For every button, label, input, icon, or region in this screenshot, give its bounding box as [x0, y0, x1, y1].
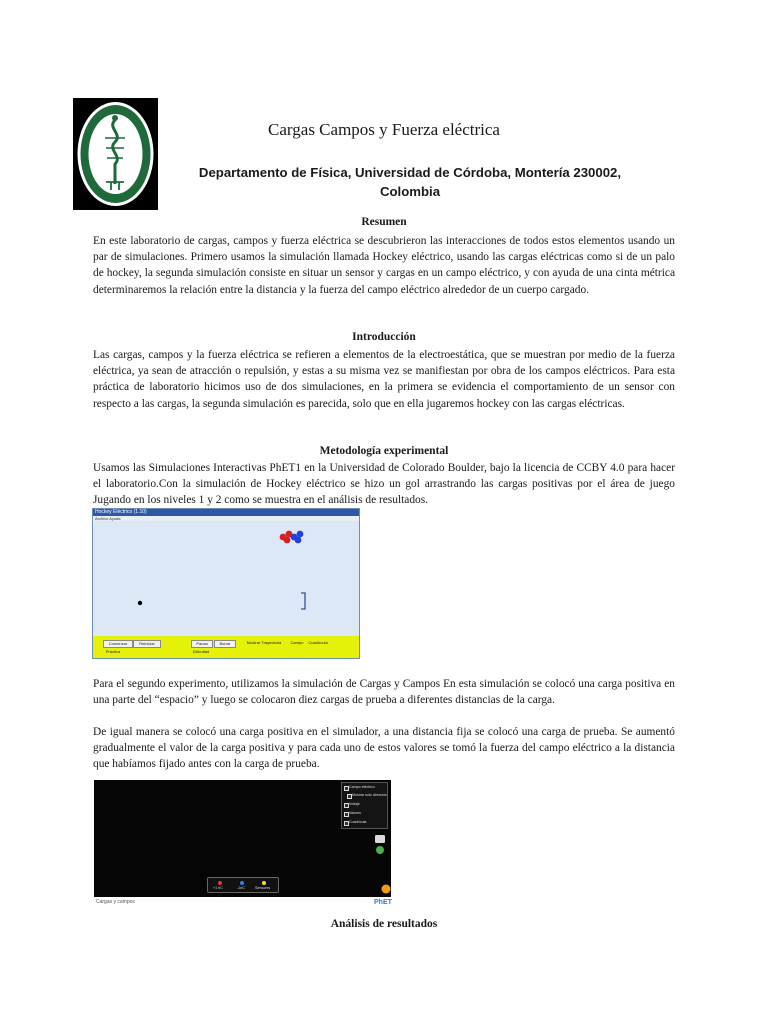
option-values[interactable]: Valores [349, 811, 361, 815]
metodologia-paragraph: Usamos las Simulaciones Interactivas PhET1 en la Universidad de Colorado Boulder, bajo la licencia de CCBY 4.0 para hacer el laboratorio.Con la simulación de Hockey eléctrico se hizo un gol arrastrando las cargas positivas por el área de juego Jugando en los niveles 1 y 2 como se muestra en el análisis de resultados. [93, 462, 675, 507]
tray-positive-label: +1 nC [213, 886, 223, 890]
pause-button[interactable]: Pausa [191, 640, 213, 648]
metodologia-heading: Metodología experimental [319, 445, 449, 457]
option-direction-only[interactable]: Mostrar solo dirección [352, 793, 388, 797]
analisis-heading: Análisis de resultados [330, 918, 438, 930]
introduccion-paragraph: Las cargas, campos y la fuerza eléctrica se refieren a elementos de la electroestática, que se muestran por medio de la fuerza eléctrica, ya sean de atracción o repulsión, y estas a su misma vez se manifiestan por obra de los campos eléctricos. Para esta práctica de laboratorio hicimos uso de dos simulaciones, en la primera se evidencia el comportamiento de un sensor con respecto a las cargas, la segunda simulación es parecida, solo que en ella jugaremos hockey con las cargas eléctricas. [93, 349, 675, 410]
phet-logo: PhET [374, 899, 392, 906]
puck-icon [138, 601, 142, 605]
university-logo [73, 98, 158, 210]
sim-menu-bar: Archivo Ayuda [93, 516, 359, 521]
affiliation-line-1: Departamento de Física, Universidad de Córdoba, Montería 230002, [198, 165, 622, 180]
grid-option[interactable]: Cuadrícula [308, 640, 328, 645]
university-seal-icon [73, 98, 158, 210]
introduccion-heading: Introducción [352, 331, 416, 343]
affiliation [150, 163, 670, 201]
trace-option[interactable]: Mostrar Trayectoria [241, 640, 287, 646]
goal-icon [301, 593, 305, 609]
experimento2-paragraph-1: Para el segundo experimento, utilizamos la simulación de Cargas y Campos En esta simulación se colocó una carga positiva en una parte del “espacio” y luego se colocaron diez cargas de prueba a diferentes distancias de la carga. [93, 678, 675, 707]
reset-all-icon[interactable] [381, 884, 391, 894]
tool-icons[interactable] [374, 834, 388, 856]
sim-name-label: Cargas y campos [96, 899, 135, 905]
document-title: Cargas Campos y Fuerza eléctrica [268, 120, 500, 139]
sim-footer [94, 897, 391, 908]
option-grid[interactable]: Cuadrícula [349, 820, 367, 824]
hockey-field [93, 521, 359, 636]
practice-option[interactable]: Práctica [101, 649, 125, 655]
tray-sensors-label: Sensores [255, 886, 271, 890]
reset-button[interactable]: Reiniciar [133, 640, 161, 648]
hockey-simulation-screenshot [92, 508, 360, 659]
sim-options-panel [341, 782, 388, 829]
charge-tray [207, 877, 279, 893]
start-button[interactable]: Comenzar [103, 640, 133, 648]
experimento2-paragraph-2: De igual manera se colocó una carga positiva en el simulador, a una distancia fija se colocó una carga de prueba. Se aumentó gradualmente el valor de la carga positiva y para cada uno de estos valores se tomó la fuerza del campo eléctrico a la distancia que habíamos fijado antes con la carga de prueba. [93, 726, 675, 771]
difficulty-option[interactable]: Dificultad [189, 649, 213, 655]
resumen-paragraph: En este laboratorio de cargas, campos y fuerza eléctrica se descubrieron las interacciones de todos estos elementos usando un par de simulaciones. Primero usamos la simulación llamada Hockey eléctrico, usando las cargas eléctricas como si de un palo de hockey, la segunda simulación consiste en situar un sensor y cargas en un campo eléctrico, y con ayuda de una cinta métrica determinaremos la relación entre la distancia y la fuerza del campo eléctrico alrededor de un cuerpo cargado. [93, 235, 675, 296]
resumen-heading: Resumen [361, 216, 407, 228]
option-electric-field[interactable]: Campo eléctrico [349, 785, 375, 789]
hockey-field-graphic [93, 521, 359, 636]
sim-title-bar: Hockey Eléctrico (1.10) [93, 509, 359, 516]
clear-button[interactable]: Borrar [214, 640, 236, 648]
option-voltage[interactable]: Voltaje [349, 802, 360, 806]
field-option[interactable]: Campo [290, 640, 304, 645]
affiliation-line-2: Colombia [379, 184, 441, 199]
tray-negative-label: -1nC [237, 886, 245, 890]
sim-control-bar [93, 636, 359, 658]
charge-bag-icons [280, 531, 304, 544]
sim-canvas [94, 780, 391, 897]
charges-fields-simulation-screenshot [94, 780, 391, 908]
